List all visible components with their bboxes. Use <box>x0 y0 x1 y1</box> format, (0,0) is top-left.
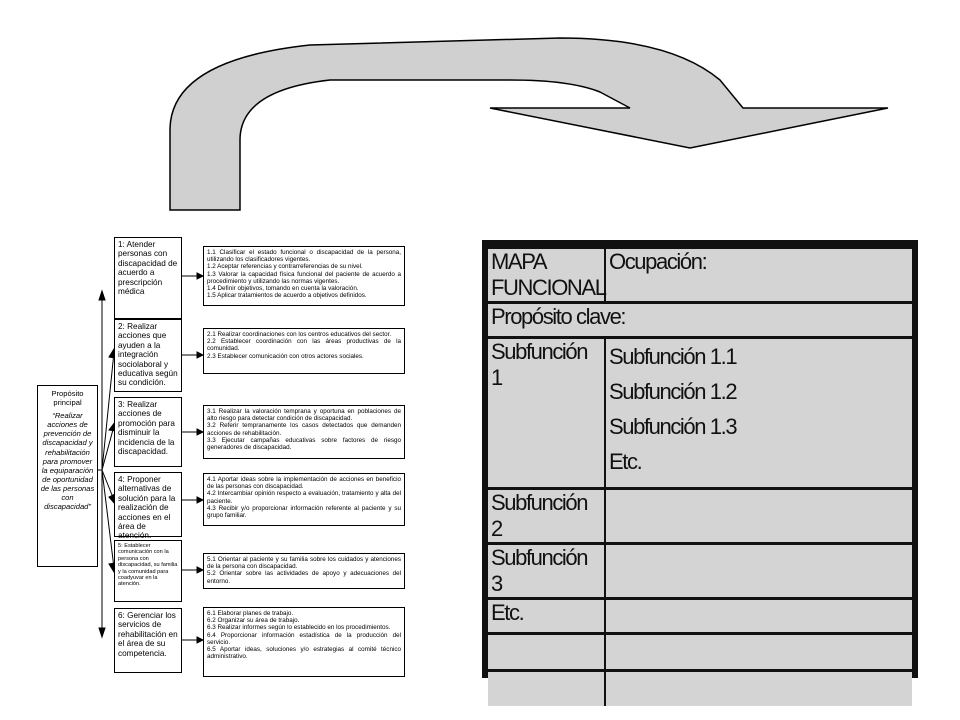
function-box-2: 2: Realizar acciones que ayuden a la integración sociolaboral y educativa según su condición. <box>114 319 182 392</box>
purpose-quote: “Realizar acciones de prevención de discapacidad y rehabilitación para promover la equiparación de oportunidad de las personas con discapacidad” <box>40 411 95 512</box>
empty-cell <box>606 635 912 669</box>
activity-item: 6.4 Proporcionar información estadística de la producción del servicio. <box>207 631 401 646</box>
subfunction-3-cell <box>606 545 912 597</box>
activity-item: 3.1 Realizar la valoración temprana y oportuna en poblaciones de alto riesgo para detectar condición de discapacidad. <box>207 408 401 423</box>
function-box-1: 1: Atender personas con discapacidad de acuerdo a prescripción médica <box>114 237 182 319</box>
subfunction-item: Subfunción 1.2 <box>609 379 737 404</box>
activity-item: 5.2 Orientar sobre las actividades de apoyo y adecuaciones del entorno. <box>207 570 401 585</box>
function-box-6: 6: Gerenciar los servicios de rehabilitación en el área de su competencia. <box>114 608 182 673</box>
subfunction-item: Subfunción 1.1 <box>609 344 737 369</box>
activity-item: 3.3 Ejecutar campañas educativas sobre factores de riesgo generadores de discapacidad. <box>207 436 401 452</box>
purpose-key-label: Propósito clave: <box>488 304 912 336</box>
empty-cell <box>488 635 606 669</box>
empty-cell <box>488 672 606 706</box>
subfunction-1-list <box>606 339 912 487</box>
subfunction-2: Subfunción 2 <box>488 490 606 542</box>
activity-item: 1.5 Aplicar tratamientos de acuerdo a objetivos definidos. <box>207 292 367 300</box>
activities-box-5 <box>203 553 405 589</box>
activity-item: 1.3 Valorar la capacidad física funcional del paciente de acuerdo a procedimiento y utilizando las normas vigentes. <box>207 270 401 285</box>
etc-cell <box>606 600 912 632</box>
etc-label: Etc. <box>488 600 606 632</box>
activities-box-2 <box>203 328 405 374</box>
subfunction-item: Subfunción 1.3 <box>609 414 737 439</box>
purpose-box <box>37 385 98 567</box>
activity-item: 1.1 Clasificar el estado funcional o discapacidad de la persona, utilizando los clasificadores vigentes. <box>207 249 401 264</box>
activity-item: 1.4 Definir objetivos, tomando en cuenta la valoración. <box>207 285 359 293</box>
subfunction-2-cell <box>606 490 912 542</box>
activities-box-6 <box>203 607 405 677</box>
mapa-funcional-table <box>482 240 918 678</box>
activity-item: 6.3 Realizar informes según lo establecido en los procedimientos. <box>207 624 391 632</box>
activities-box-4 <box>203 473 405 526</box>
functional-diagram <box>0 0 470 720</box>
activities-box-3 <box>203 405 405 459</box>
activity-item: 6.2 Organizar su área de trabajo. <box>207 617 300 625</box>
function-box-4: 4: Proponer alternativas de solución para la realización de acciones en el área de atención. <box>114 472 182 537</box>
activity-item: 5.1 Orientar al paciente y su familia sobre los cuidados y atenciones de la persona con discapacidad. <box>207 556 401 571</box>
occupation-label: Ocupación: <box>606 249 912 301</box>
function-box-3: 3: Realizar acciones de promoción para disminuir la incidencia de la discapacidad. <box>114 397 182 467</box>
activity-item: 4.3 Recibir y/o proporcionar información referente al paciente y su grupo familiar. <box>207 504 401 520</box>
activity-item: 6.5 Aportar ideas, soluciones y/o estrategias al comité técnico administrativo. <box>207 646 401 661</box>
mapa-title: MAPA FUNCIONAL <box>488 249 606 301</box>
activity-item: 2.1 Realizar coordinaciones con los centros educativos del sector. <box>207 331 392 338</box>
activity-item: 2.2 Establecer coordinación con las áreas productivas de la comunidad. <box>207 338 401 353</box>
activity-item: 3.2 Referir tempranamente los casos detectados que demanden acciones de rehabilitación. <box>207 422 401 437</box>
purpose-title: Propósito principal <box>51 389 84 408</box>
activity-item: 2.3 Establecer comunicación con otros actores sociales. <box>207 352 364 360</box>
subfunction-item: Etc. <box>609 449 642 474</box>
empty-cell <box>606 672 912 706</box>
activities-box-1 <box>203 246 405 306</box>
subfunction-3: Subfunción 3 <box>488 545 606 597</box>
activity-item: 4.2 Intercambiar opinión respecto a evaluación, tratamiento y alta del paciente. <box>207 490 401 505</box>
activity-item: 1.2 Aceptar referencias y contrarreferencias de su nivel. <box>207 263 363 271</box>
activity-item: 4.1 Aportar ideas sobre la implementación de acciones en beneficio de las personas con discapacidad. <box>207 476 401 491</box>
subfunction-1: Subfunción 1 <box>488 339 606 487</box>
function-box-5: 5: Establecer comunicación con la persona con discapacidad, su familia y la comunidad para coadyuvar en la atención. <box>114 540 182 602</box>
activity-item: 6.1 Elaborar planes de trabajo. <box>207 610 294 617</box>
